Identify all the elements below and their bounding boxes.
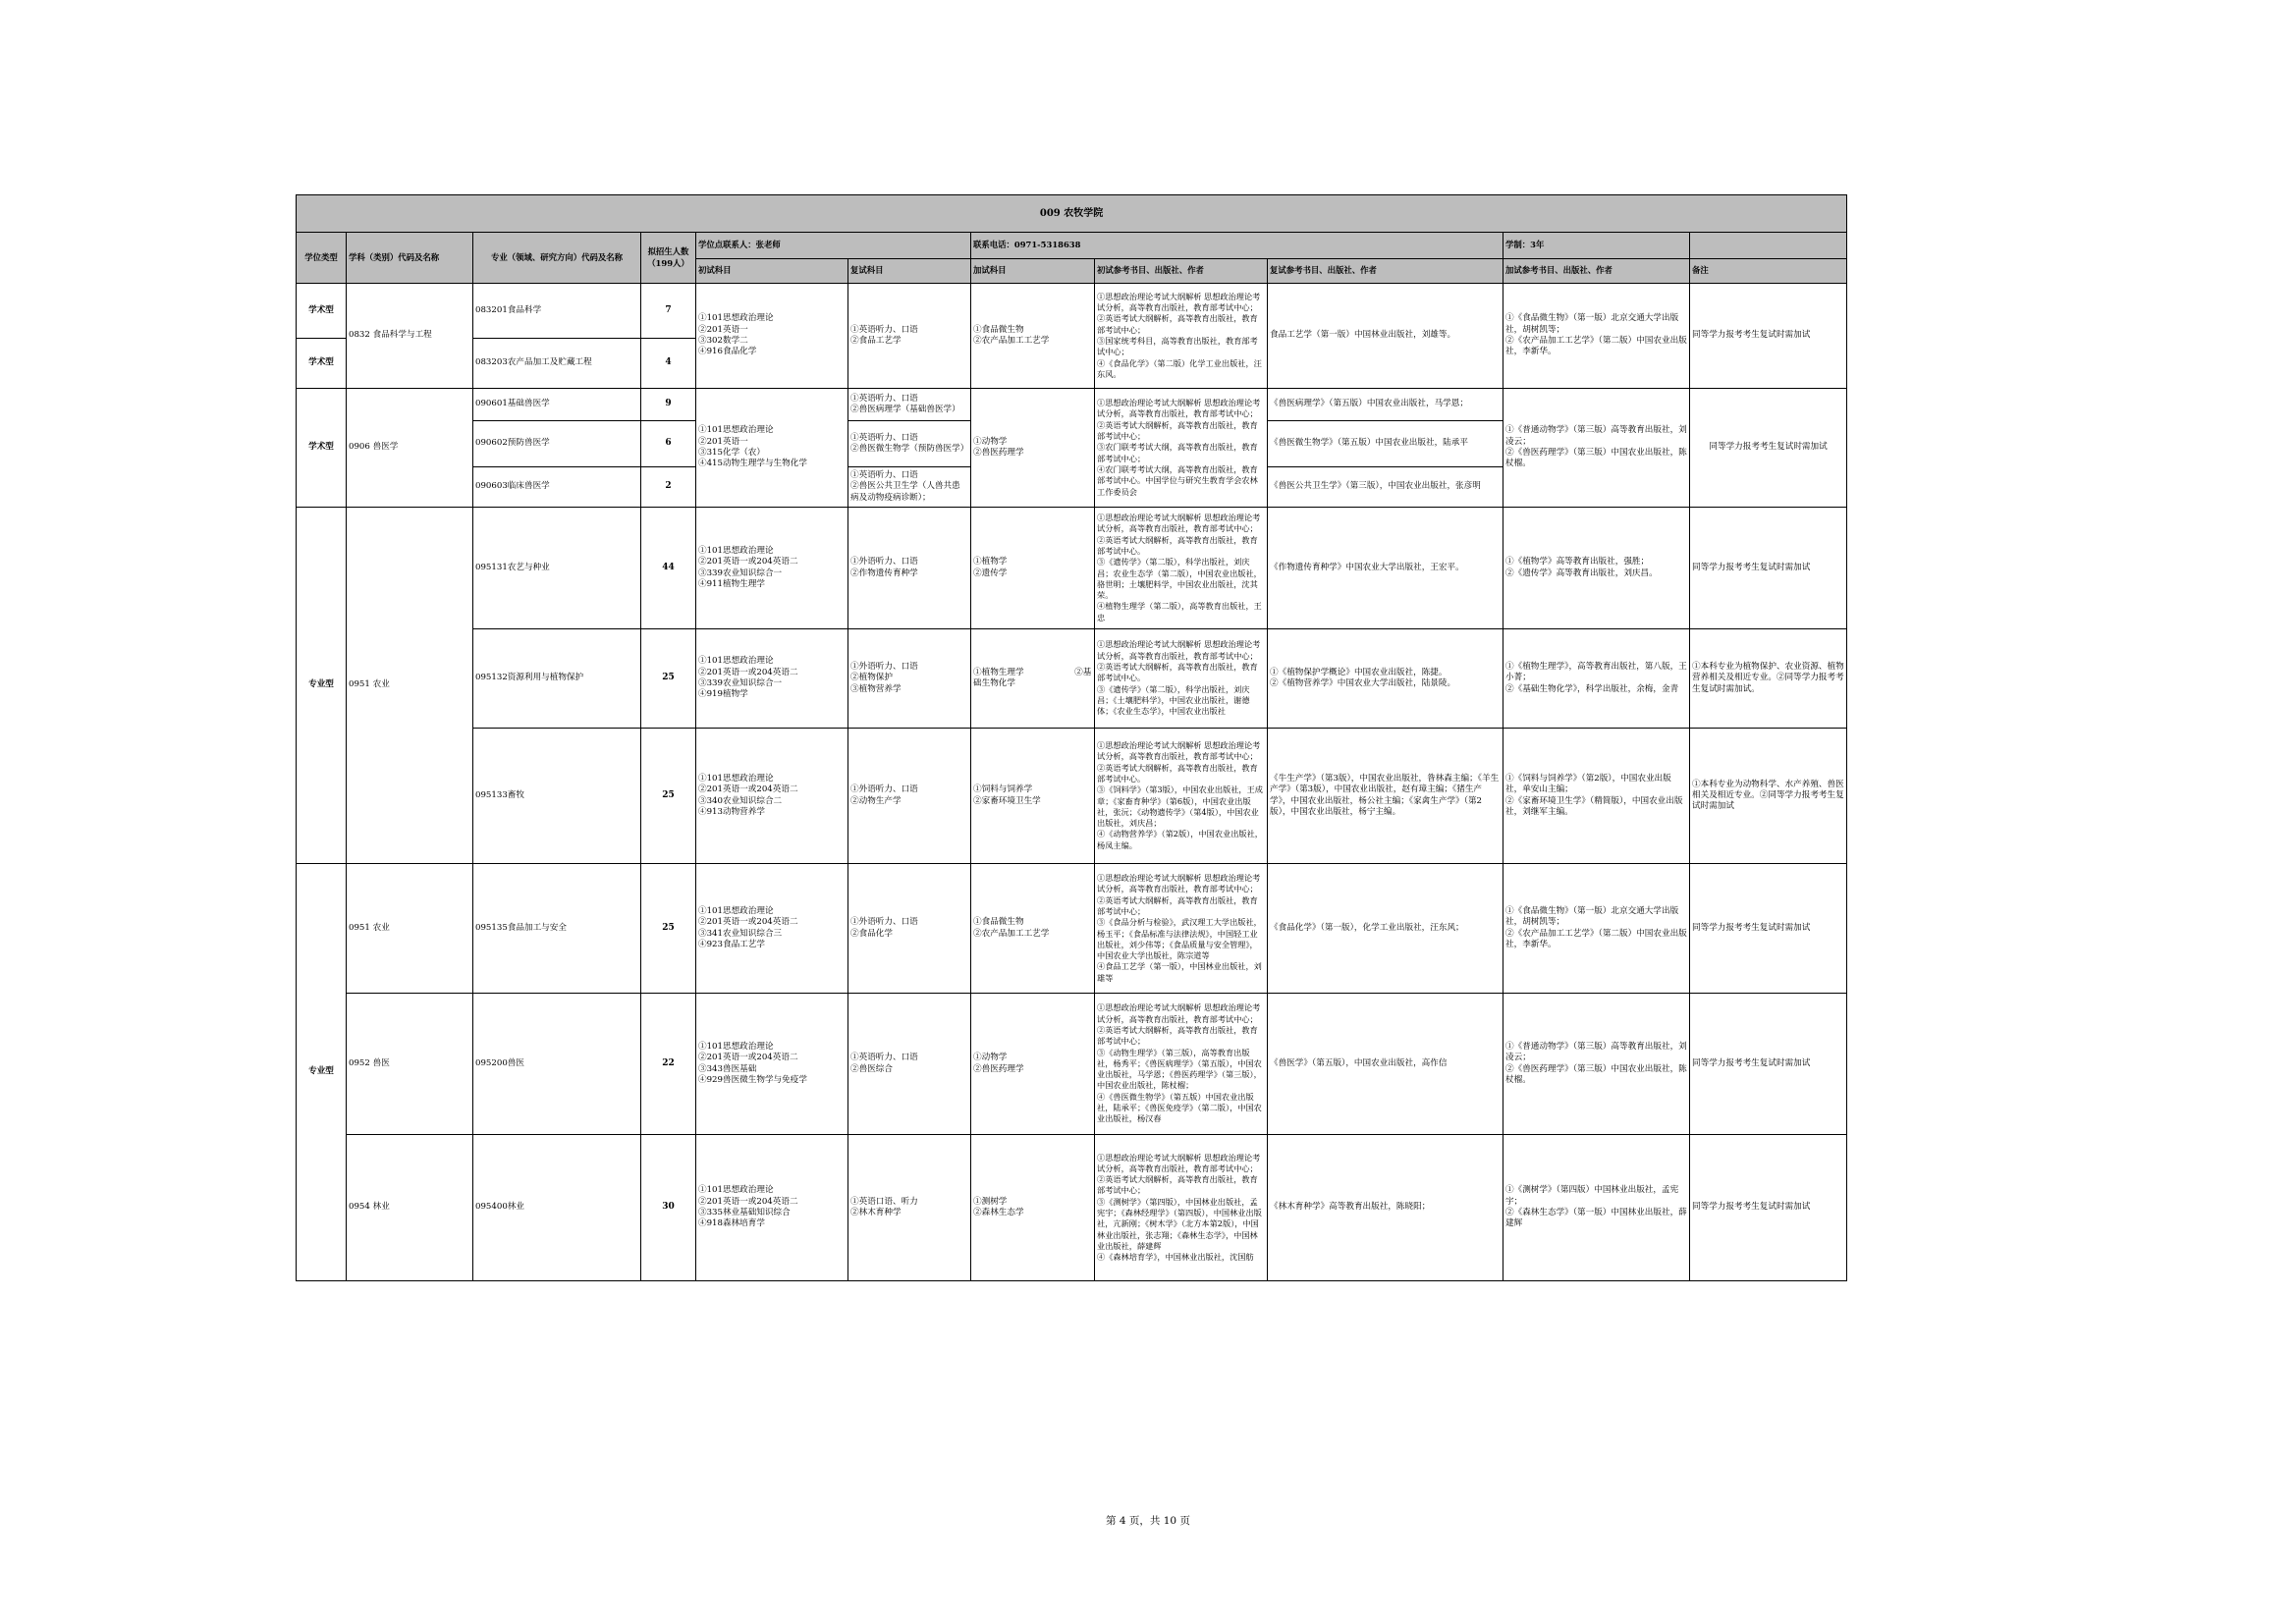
- cell-line: ②作物遗传育种学: [850, 568, 918, 578]
- retest-cell: [848, 389, 971, 421]
- header-note: 备注: [1690, 259, 1847, 284]
- exam-cell: [696, 629, 848, 729]
- cell-line: ①思想政治理论考试大纲解析 思想政治理论考试分析，高等教育出版社，教育部考试中心；: [1097, 873, 1261, 894]
- note-cell: ①本科专业为植物保护、农业资源、植物营养相关及相近专业。②同等学力报考考生复试时需加试。: [1690, 629, 1847, 729]
- retest-ref-cell: [1268, 421, 1503, 467]
- cell-line: ④《兽医微生物学》（第五版）中国农业出版社，陆承平；《兽医免疫学》（第二版），中国农业出版社，杨汉春: [1097, 1091, 1262, 1124]
- major-cell: 095135食品加工与安全: [473, 864, 641, 994]
- header-contact: 学位点联系人：张老师: [696, 233, 971, 259]
- cell-line: ①思想政治理论考试大纲解析 思想政治理论考试分析，高等教育出版社，教育部考试中心；: [1097, 1152, 1261, 1173]
- cell-line: ②兽医药理学: [973, 448, 1024, 458]
- extra-ref-cell: [1503, 629, 1690, 729]
- cell-line: ②家畜环境卫生学: [973, 795, 1041, 806]
- cell-line: ③315化学（农）: [698, 448, 765, 458]
- extra-cell: [971, 864, 1095, 994]
- cell-line: ③340农业知识综合二: [698, 795, 783, 806]
- cell-line: ①食品微生物: [973, 324, 1024, 335]
- quota-cell: 25: [641, 864, 696, 994]
- cell-line: ①101思想政治理论: [698, 656, 774, 667]
- retest-ref-cell: [1268, 864, 1503, 994]
- cell-line: ②英语考试大纲解析，高等教育出版社，教育部考试中心；: [1097, 419, 1258, 442]
- cell-line: ①植物学: [973, 557, 1008, 568]
- major-cell: 095133畜牧: [473, 729, 641, 864]
- major-cell: 090602预防兽医学: [473, 421, 641, 467]
- cell-line: ①101思想政治理论: [698, 905, 774, 916]
- header-retest-ref: 复试参考书目、出版社、作者: [1268, 259, 1503, 284]
- cell-line: ①《植物学》高等教育出版社，强胜；: [1505, 557, 1650, 568]
- exam-cell: [696, 1135, 848, 1281]
- discipline-cell: 0832 食品科学与工程: [347, 284, 473, 389]
- degree-type-cell: 学术型: [297, 284, 347, 339]
- cell-line: ②《森林生态学》（第一版）中国林业出版社，薛建辉: [1505, 1208, 1687, 1229]
- cell-line: ②农产品加工工艺学: [973, 928, 1050, 939]
- header-blank: [1690, 233, 1847, 259]
- cell-line: ②《农产品加工工艺学》（第二版）中国农业出版社，李新华。: [1505, 928, 1687, 949]
- cell-line: ②食品化学: [850, 928, 893, 939]
- cell-line: 《食品化学》（第一版），化学工业出版社，汪东风；: [1270, 922, 1464, 933]
- cell-line: ④911植物生理学: [698, 578, 765, 589]
- extra-ref-cell: [1503, 994, 1690, 1135]
- cell-line: ②森林生态学: [973, 1208, 1024, 1217]
- retest-cell: [848, 1135, 971, 1281]
- retest-cell: [848, 421, 971, 467]
- cell-line: 《林木育种学》高等教育出版社，陈晓阳；: [1270, 1202, 1431, 1213]
- cell-line: ④923食品工艺学: [698, 939, 765, 949]
- cell-line: ④913动物营养学: [698, 806, 765, 817]
- note-cell: 同等学力报考考生复试时需加试: [1690, 1135, 1847, 1281]
- header-duration: 学制：3年: [1503, 233, 1690, 259]
- page-number: 第 4 页，共 10 页: [1106, 1515, 1190, 1527]
- discipline-cell: 0954 林业: [347, 1135, 473, 1281]
- cell-line: ④415动物生理学与生物化学: [698, 459, 807, 469]
- cell-line: ①101思想政治理论: [698, 773, 774, 784]
- major-cell: 083203农产品加工及贮藏工程: [473, 339, 641, 389]
- header-extra: 加试科目: [971, 259, 1095, 284]
- retest-cell: [848, 284, 971, 389]
- degree-type-cell: 学术型: [297, 339, 347, 389]
- header-exam: 初试科目: [696, 259, 848, 284]
- cell-line: ③335林业基础知识综合: [698, 1208, 791, 1217]
- cell-line: ③农门联考考试大纲，高等教育出版社，教育部考试中心；: [1097, 442, 1258, 463]
- cell-line: ②农产品加工工艺学: [973, 336, 1050, 346]
- cell-line: ②英语考试大纲解析，高等教育出版社，教育部考试中心；: [1097, 894, 1258, 916]
- cell-line: ①《饲料与饲养学》（第2版），中国农业出版社，单安山主编；: [1505, 773, 1671, 795]
- cell-line: ④植物生理学（第二版），高等教育出版社，王忠: [1097, 601, 1262, 622]
- retest-cell: [848, 994, 971, 1135]
- cell-line: ④食品工艺学（第一版），中国林业出版社，刘雄等: [1097, 961, 1262, 983]
- major-cell: 090601基础兽医学: [473, 389, 641, 421]
- cell-line: ②兽医综合: [850, 1063, 893, 1074]
- exam-ref-cell: [1095, 994, 1268, 1135]
- header-discipline: 学科（类别）代码及名称: [347, 233, 473, 284]
- cell-line: ②兽医微生物学（预防兽医学）: [850, 444, 969, 454]
- cell-line: ②《基础生物化学》，科学出版社，余梅，金青: [1505, 683, 1679, 694]
- cell-line: ③《饲料学》（第3版），中国农业出版社，王成章；《家畜育种学》（第6版），中国农业出版社，张沅；《动物遗传学》（第4版），中国农业出版社，刘庆昌；: [1097, 784, 1263, 829]
- note-cell: 同等学力报考考生复试时需加试: [1690, 994, 1847, 1135]
- cell-line: ①《食品微生物》（第一版）北京交通大学出版社，胡树凯等；: [1505, 313, 1679, 335]
- cell-line: ②兽医药理学: [973, 1063, 1024, 1074]
- cell-line: ①英语听力、口语: [850, 432, 918, 443]
- quota-cell: 4: [641, 339, 696, 389]
- discipline-cell: 0952 兽医: [347, 994, 473, 1135]
- cell-line: ①《食品微生物》（第一版）北京交通大学出版社，胡树凯等；: [1505, 905, 1679, 928]
- cell-line: ②食品工艺学: [850, 336, 902, 346]
- cell-line: ②201英语一或204英语二: [698, 784, 798, 795]
- retest-cell: [848, 864, 971, 994]
- quota-cell: 7: [641, 284, 696, 339]
- extra-cell: [971, 629, 1095, 729]
- header-quota: 拟招生人数（199人）: [641, 233, 696, 284]
- cell-line: ①英语口语、听力: [850, 1196, 918, 1207]
- retest-ref-cell: [1268, 994, 1503, 1135]
- extra-cell: [971, 389, 1095, 508]
- cell-line: ④929兽医微生物学与免疫学: [698, 1074, 807, 1085]
- cell-line: ①英语听力、口语: [850, 393, 918, 404]
- cell-line: ②遗传学: [973, 568, 1008, 578]
- cell-line: 《兽医公共卫生学》（第三版），中国农业出版社，张彦明: [1270, 481, 1481, 492]
- cell-line: ①外语听力、口语: [850, 662, 918, 673]
- exam-cell: [696, 864, 848, 994]
- major-cell: 095200兽医: [473, 994, 641, 1135]
- cell-line: 食品工艺学（第一版）中国林业出版社，刘雄等。: [1270, 330, 1456, 341]
- cell-line: 《作物遗传育种学》中国农业大学出版社，王宏平。: [1270, 562, 1464, 572]
- extra-cell: [971, 994, 1095, 1135]
- cell-line: ③《食品分析与检验》，武汉理工大学出版社，杨玉平；《食品标准与法律法规》，中国轻工业出版社，刘少伟等；《食品质量与安全管理》，中国农业大学出版社，陈宗道等: [1097, 917, 1262, 961]
- cell-line: ①思想政治理论考试大纲解析 思想政治理论考试分析，高等教育出版社，教育部考试中心；: [1097, 639, 1261, 661]
- major-cell: 090603临床兽医学: [473, 467, 641, 508]
- quota-cell: 22: [641, 994, 696, 1135]
- cell-line: ①101思想政治理论: [698, 1041, 774, 1052]
- table-title: 009 农牧学院: [297, 195, 1847, 233]
- cell-line: ②《农产品加工工艺学》（第二版）中国农业出版社，李新华。: [1505, 336, 1687, 357]
- quota-cell: 2: [641, 467, 696, 508]
- cell-line: ①食品微生物: [973, 917, 1024, 928]
- note-cell: 同等学力报考考生复试时需加试: [1690, 864, 1847, 994]
- exam-ref-cell: [1095, 508, 1268, 629]
- exam-cell: [696, 994, 848, 1135]
- cell-line: ①101思想政治理论: [698, 545, 774, 556]
- cell-line: ③343兽医基础: [698, 1063, 757, 1074]
- extra-cell: [971, 1135, 1095, 1281]
- cell-line: ②英语考试大纲解析，高等教育出版社，教育部考试中心；: [1097, 1174, 1258, 1196]
- cell-line: ④农门联考考试大纲，高等教育出版社，教育部考试中心。中国学位与研究生教育学会农林工作委员会: [1097, 463, 1258, 497]
- cell-line: ③339农业知识综合一: [698, 568, 783, 578]
- note-cell: 同等学力报考考生复试时需加试: [1690, 508, 1847, 629]
- cell-line: ①植物生理学 ②基础生物化学: [973, 667, 1092, 688]
- cell-line: ④《森林培育学》，中国林业出版社，沈国舫: [1097, 1252, 1254, 1263]
- cell-line: ③国家统考科目，高等教育出版社，教育部考试中心；: [1097, 336, 1258, 357]
- major-cell: 095400林业: [473, 1135, 641, 1281]
- note-cell: 同等学力报考考生复试时需加试: [1690, 284, 1847, 389]
- cell-line: ①动物学: [973, 1053, 1008, 1063]
- retest-cell: [848, 729, 971, 864]
- cell-line: ①英语听力、口语: [850, 324, 918, 335]
- cell-line: ④《动物营养学》（第2版），中国农业出版社，杨凤主编。: [1097, 829, 1263, 850]
- cell-line: ①外语听力、口语: [850, 917, 918, 928]
- cell-line: ①思想政治理论考试大纲解析 思想政治理论考试分析，高等教育出版社，教育部考试中心；: [1097, 291, 1261, 313]
- retest-cell: [848, 467, 971, 508]
- discipline-cell: 0951 农业: [347, 508, 473, 864]
- cell-line: ②英语考试大纲解析，高等教育出版社，教育部考试中心；: [1097, 1024, 1258, 1047]
- cell-line: ②《兽医药理学》（第三版）中国农业出版社，陈杖榴。: [1505, 448, 1687, 469]
- cell-line: 《兽医病理学》（第五版）中国农业出版社，马学恩；: [1270, 399, 1468, 409]
- cell-line: ②201英语一或204英语二: [698, 1196, 798, 1207]
- quota-cell: 30: [641, 1135, 696, 1281]
- note-cell: 同等学力报考考生复试时需加试: [1690, 389, 1847, 508]
- cell-line: ③《测树学》（第四版），中国林业出版社，孟宪宇；《森林经理学》（第四版），中国林业出版社，亢新刚；《树木学》（北方本第2版），中国林业出版社，张志翔；《森林生态学》，中国林业出版社，薛建辉: [1097, 1196, 1262, 1251]
- extra-ref-cell: [1503, 1135, 1690, 1281]
- exam-ref-cell: [1095, 629, 1268, 729]
- cell-line: 《兽医学》（第五版），中国农业出版社，高作信: [1270, 1057, 1448, 1068]
- cell-line: ③《动物生理学》（第三版），高等教育出版社，杨秀平；《兽医病理学》（第五版），中国农业出版社，马学恩；《兽医药理学》（第三版），中国农业出版社，陈杖榴；: [1097, 1047, 1262, 1091]
- cell-line: ②《遗传学》高等教育出版社，刘庆昌。: [1505, 568, 1658, 578]
- cell-line: ①思想政治理论考试大纲解析 思想政治理论考试分析，高等教育出版社，教育部考试中心；: [1097, 1002, 1261, 1024]
- quota-cell: 44: [641, 508, 696, 629]
- cell-line: ②植物保护: [850, 673, 893, 683]
- discipline-cell: 0906 兽医学: [347, 389, 473, 508]
- major-cell: 083201食品科学: [473, 284, 641, 339]
- extra-ref-cell: [1503, 284, 1690, 389]
- cell-line: ②201英语一或204英语二: [698, 667, 798, 677]
- cell-line: ①《植物生理学》，高等教育出版社，第八版，王小菁；: [1505, 662, 1687, 683]
- cell-line: ①思想政治理论考试大纲解析 思想政治理论考试分析，高等教育出版社，教育部考试中心；: [1097, 398, 1261, 419]
- cell-line: ②林木育种学: [850, 1208, 902, 1217]
- cell-line: ③《遗传学》（第二版），科学出版社，刘庆昌；《土壤肥料学》，中国农业出版社，谢德体；《农业生态学》，中国农业出版社: [1097, 683, 1250, 717]
- cell-line: ①《普通动物学》（第三版）高等教育出版社，刘凌云；: [1505, 1041, 1687, 1063]
- admission-catalog-table: [296, 194, 1847, 1281]
- degree-type-cell: 学术型: [297, 389, 347, 508]
- header-exam-ref: 初试参考书目、出版社、作者: [1095, 259, 1268, 284]
- cell-line: ②《家畜环境卫生学》（精简版），中国农业出版社，刘继军主编。: [1505, 795, 1683, 817]
- discipline-cell: 0951 农业: [347, 864, 473, 994]
- cell-line: ③302数学二: [698, 336, 748, 346]
- exam-ref-cell: [1095, 284, 1268, 389]
- retest-ref-cell: [1268, 729, 1503, 864]
- cell-line: ③341农业知识综合三: [698, 928, 783, 939]
- header-extra-ref: 加试参考书目、出版社、作者: [1503, 259, 1690, 284]
- cell-line: ③植物营养学: [850, 683, 902, 694]
- retest-ref-cell: [1268, 1135, 1503, 1281]
- quota-cell: 9: [641, 389, 696, 421]
- degree-type-cell: 专业型: [297, 864, 347, 1281]
- cell-line: ④919植物学: [698, 689, 748, 700]
- extra-ref-cell: [1503, 389, 1690, 508]
- extra-cell: [971, 508, 1095, 629]
- extra-ref-cell: [1503, 729, 1690, 864]
- cell-line: ①《测树学》（第四版）中国林业出版社，孟宪宇；: [1505, 1185, 1679, 1207]
- retest-ref-cell: [1268, 467, 1503, 508]
- major-cell: 095132资源利用与植物保护: [473, 629, 641, 729]
- exam-cell: [696, 729, 848, 864]
- quota-cell: 6: [641, 421, 696, 467]
- cell-line: ①思想政治理论考试大纲解析 思想政治理论考试分析，高等教育出版社，教育部考试中心；: [1097, 740, 1261, 762]
- cell-line: ①动物学: [973, 436, 1008, 447]
- cell-line: ①101思想政治理论: [698, 425, 774, 436]
- exam-ref-cell: [1095, 729, 1268, 864]
- retest-ref-cell: [1268, 284, 1503, 389]
- retest-ref-cell: [1268, 629, 1503, 729]
- cell-line: ②兽医病理学（基础兽医学）: [850, 405, 960, 414]
- cell-line: ①《普通动物学》（第三版）高等教育出版社，刘凌云；: [1505, 425, 1687, 447]
- cell-line: ②《植物营养学》中国农业大学出版社，陆景陵。: [1270, 678, 1456, 688]
- extra-ref-cell: [1503, 508, 1690, 629]
- cell-line: ①思想政治理论考试大纲解析 思想政治理论考试分析，高等教育出版社，教育部考试中心；: [1097, 513, 1261, 534]
- cell-line: ④918森林培育学: [698, 1218, 765, 1229]
- exam-cell: [696, 508, 848, 629]
- cell-line: ②兽医公共卫生学（人兽共患病及动物疫病诊断）；: [850, 481, 960, 503]
- cell-line: ③《遗传学》（第二版），科学出版社，刘庆昌；农业生态学（第二版），中国农业出版社，骆世明；土壤肥料学，中国农业出版社，沈其荣。: [1097, 557, 1262, 601]
- quota-cell: 25: [641, 729, 696, 864]
- note-cell: ①本科专业为动物科学、水产养殖、兽医相关及相近专业。②同等学力报考考生复试时需加试: [1690, 729, 1847, 864]
- cell-line: ②201英语一或204英语二: [698, 1053, 798, 1063]
- exam-ref-cell: [1095, 389, 1268, 508]
- cell-line: 《牛生产学》（第3版），中国农业出版社，昝林森主编；《羊生产学》（第3版），中国农业出版社，赵有璋主编；《猪生产学》，中国农业出版社，杨公社主编；《家禽生产学》（第2版），中国农业出版社，杨宁主编。: [1270, 773, 1500, 817]
- cell-line: ②《兽医药理学》（第三版）中国农业出版社，陈杖榴。: [1505, 1063, 1687, 1085]
- cell-line: ②英语考试大纲解析，高等教育出版社，教育部考试中心。: [1097, 762, 1258, 784]
- retest-cell: [848, 508, 971, 629]
- exam-ref-cell: [1095, 864, 1268, 994]
- exam-cell: [696, 389, 848, 508]
- degree-type-cell: 专业型: [297, 508, 347, 864]
- cell-line: 《兽医微生物学》（第五版）中国农业出版社，陆承平: [1270, 438, 1468, 449]
- cell-line: ④《食品化学》（第二版）化学工业出版社，汪东风。: [1097, 357, 1262, 379]
- retest-ref-cell: [1268, 389, 1503, 421]
- quota-cell: 25: [641, 629, 696, 729]
- header-degree-type: 学位类型: [297, 233, 347, 284]
- cell-line: ③339农业知识综合一: [698, 678, 783, 688]
- cell-line: ①英语听力、口语: [850, 470, 918, 481]
- cell-line: ②201英语一: [698, 436, 748, 447]
- cell-line: ①101思想政治理论: [698, 313, 774, 324]
- extra-cell: [971, 284, 1095, 389]
- exam-ref-cell: [1095, 1135, 1268, 1281]
- cell-line: ②201英语一或204英语二: [698, 917, 798, 928]
- cell-line: ①英语听力、口语: [850, 1053, 918, 1063]
- cell-line: ②动物生产学: [850, 795, 902, 806]
- cell-line: ①测树学: [973, 1196, 1008, 1207]
- cell-line: ①101思想政治理论: [698, 1185, 774, 1196]
- cell-line: ②201英语一或204英语二: [698, 557, 798, 568]
- exam-cell: [696, 284, 848, 389]
- extra-cell: [971, 729, 1095, 864]
- retest-ref-cell: [1268, 508, 1503, 629]
- major-cell: 095131农艺与种业: [473, 508, 641, 629]
- extra-ref-cell: [1503, 864, 1690, 994]
- cell-line: ④916食品化学: [698, 347, 757, 357]
- cell-line: ①外语听力、口语: [850, 557, 918, 568]
- header-phone: 联系电话：0971-5318638: [971, 233, 1503, 259]
- retest-cell: [848, 629, 971, 729]
- cell-line: ①《植物保护学概论》中国农业出版社，陈捷。: [1270, 667, 1448, 677]
- cell-line: ②201英语一: [698, 324, 748, 335]
- cell-line: ②英语考试大纲解析，高等教育出版社，教育部考试中心。: [1097, 534, 1258, 556]
- cell-line: ②英语考试大纲解析，高等教育出版社，教育部考试中心；: [1097, 313, 1258, 335]
- cell-line: ①外语听力、口语: [850, 784, 918, 795]
- header-retest: 复试科目: [848, 259, 971, 284]
- cell-line: ②英语考试大纲解析，高等教育出版社，教育部考试中心。: [1097, 662, 1258, 683]
- cell-line: ①饲料与饲养学: [973, 784, 1033, 795]
- header-major: 专业（领域、研究方向）代码及名称: [473, 233, 641, 284]
